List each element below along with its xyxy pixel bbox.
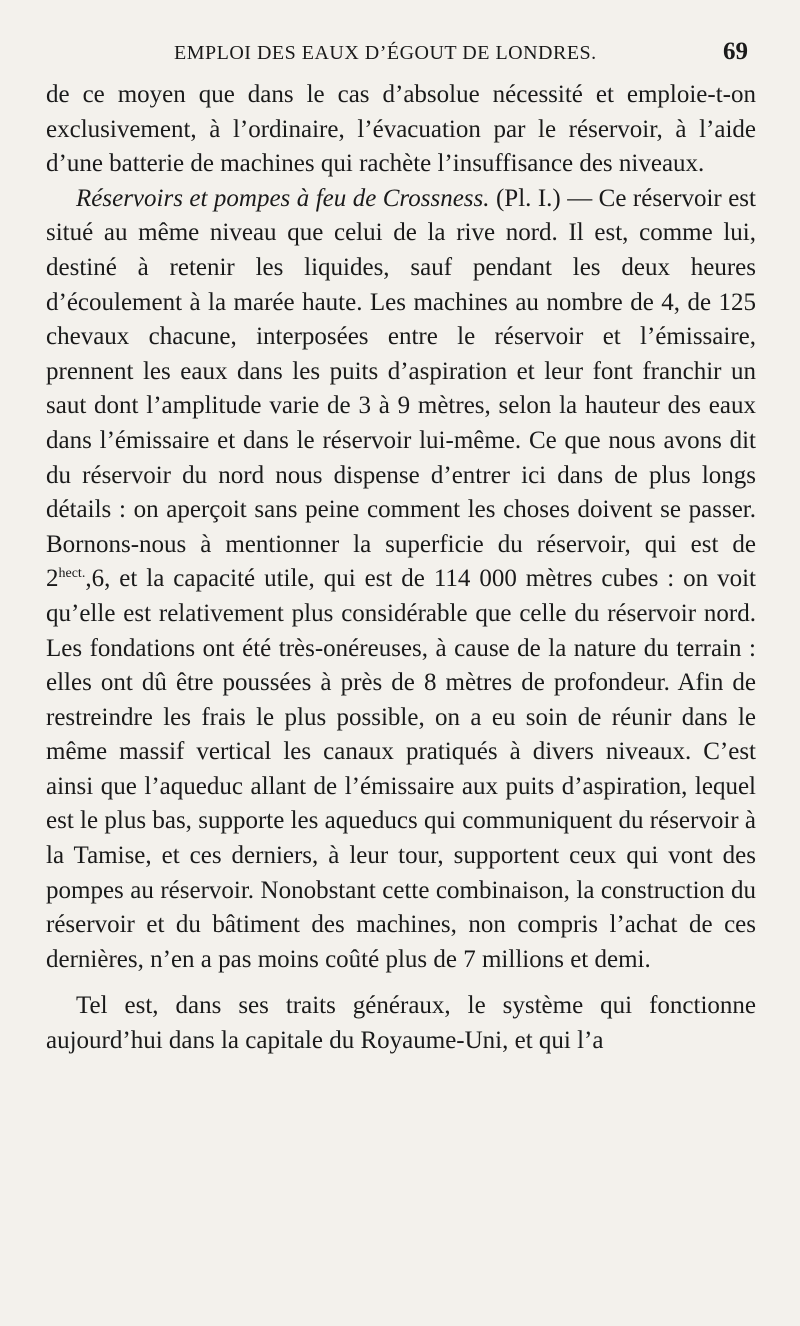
paragraph-crossness bbox=[46, 182, 756, 978]
running-title: EMPLOI DES EAUX D’ÉGOUT DE LONDRES. bbox=[174, 42, 597, 64]
paragraph-continuation: de ce moyen que dans le cas d’absolue nécessité et emploie-t-on exclusivement, à l’ordinaire, l’évacuation par le réservoir, à l’aide d’une batterie de machines qui rachète l’insuffisance des niveaux. bbox=[46, 81, 756, 178]
paragraph-conclusion: Tel est, dans ses traits généraux, le système qui fonctionne aujourd’hui dans la capitale du Royaume-Uni, et qui l’a bbox=[46, 992, 756, 1055]
superscript-hect: hect. bbox=[58, 566, 86, 582]
paragraph-crossness-text-1: (Pl. I.) — Ce réservoir est situé au même niveau que celui de la rive nord. Il est, comme lui, destiné à retenir les liquides, sauf pendant les deux heures d’écoulement à la marée haute. Les machines au nombre de 4, de 125 chevaux chacune, interposées entre le réservoir et l’émissaire, prennent les eaux dans les puits d’aspiration et leur font franchir un saut dont l’amplitude varie de 3 à 9 mètres, selon la hauteur des eaux dans l’émissaire et dans le réservoir lui-même. Ce que nous avons dit du réservoir du nord nous dispense d’entrer ici dans de plus longs détails : on aperçoit sans peine comment les choses doivent se passer. Bornons-nous à mentionner la superficie du réservoir, qui est de 2 bbox=[46, 184, 756, 593]
section-heading-italic: Réservoirs et pompes à feu de Crossness. bbox=[76, 184, 490, 212]
running-head bbox=[46, 36, 754, 70]
body-text bbox=[46, 78, 756, 1059]
paragraph-crossness-text-2: ,6, et la capacité utile, qui est de 114 000 mètres cubes : on voit qu’elle est relativement plus considérable que celle du réservoir nord. Les fondations ont été très-onéreuses, à cause de la nature du terrain : elles ont dû être poussées à près de 8 mètres de profondeur. Afin de restreindre les frais le plus possible, on a eu soin de réunir dans le même massif vertical les canaux pratiqués à divers niveaux. C’est ainsi que l’aqueduc allant de l’émissaire aux puits d’aspiration, lequel est le plus bas, supporte les aqueducs qui communiquent du réservoir à la Tamise, et ces derniers, à leur tour, supportent ceux qui vont des pompes au réservoir. Nonobstant cette combinaison, la construction du réservoir et du bâtiment des machines, non compris l’achat de ces dernières, n’en a pas moins coûté plus de 7 millions et demi. bbox=[46, 565, 756, 973]
page-number: 69 bbox=[723, 38, 748, 65]
